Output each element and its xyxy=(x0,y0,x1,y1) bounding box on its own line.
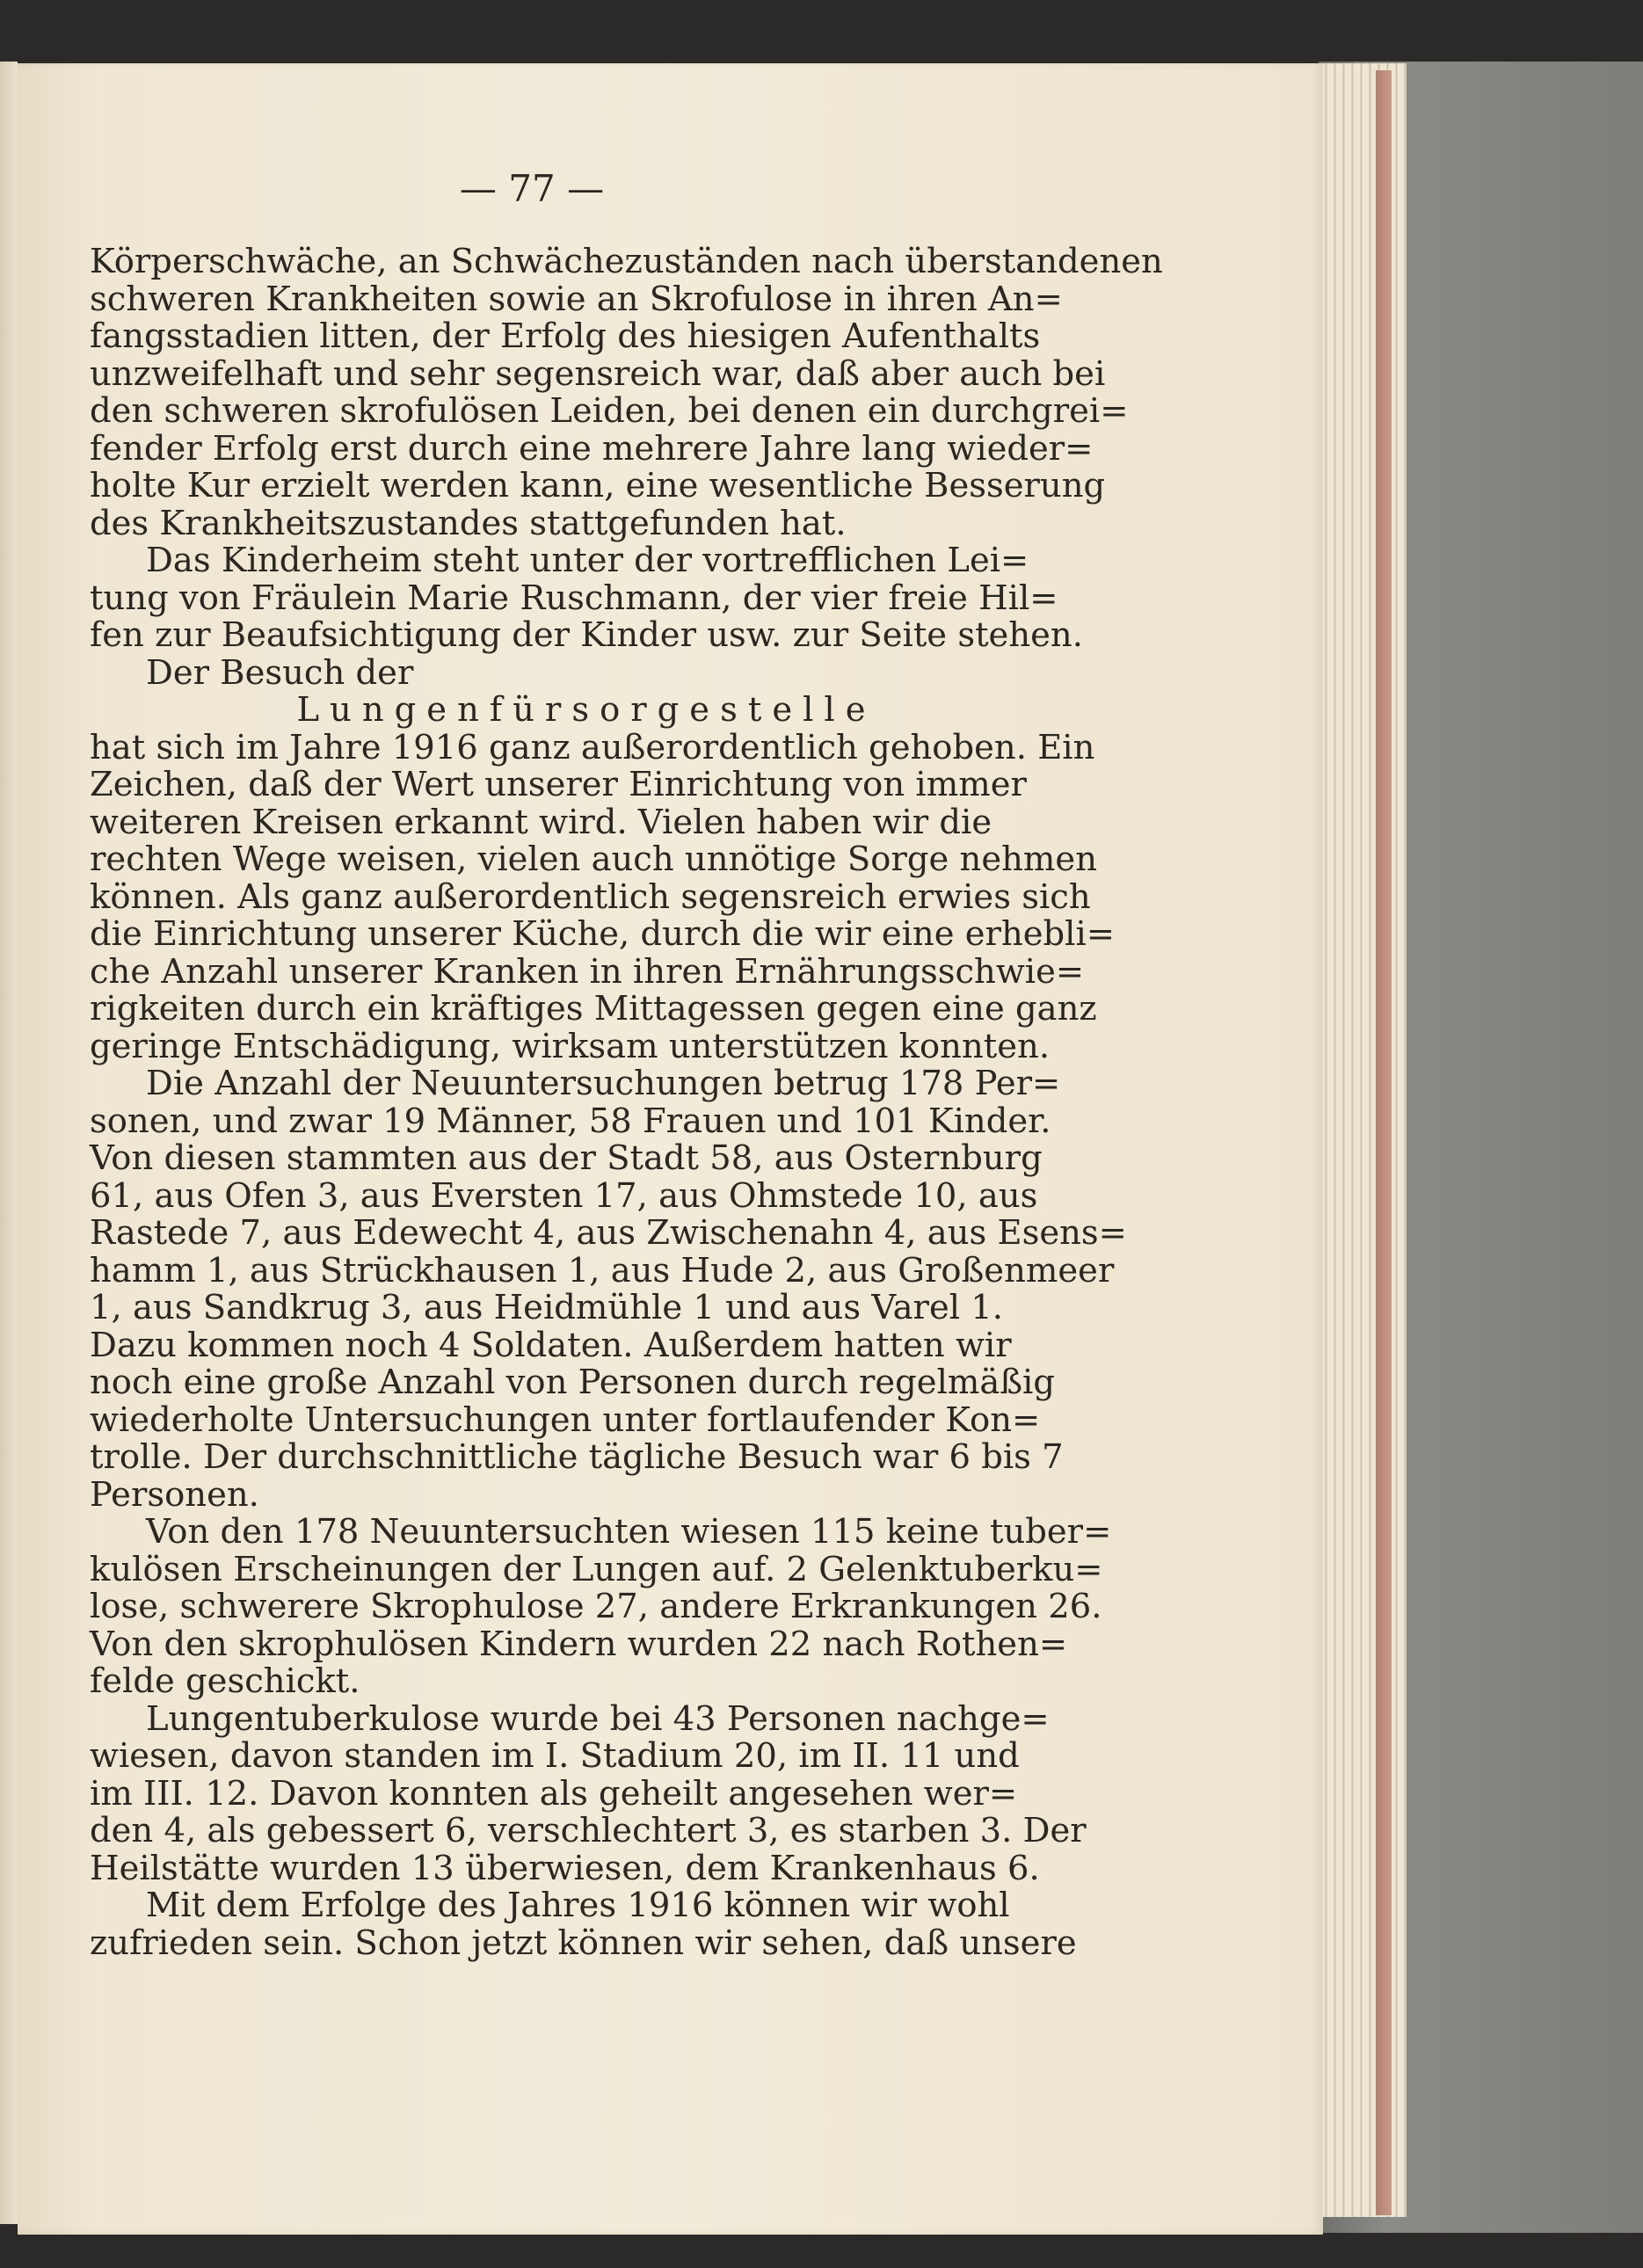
text-line: fangsstadien litten, der Erfolg des hiesigen Aufenthalts xyxy=(90,316,1041,356)
text-line: unzweifelhaft und sehr segensreich war, daß aber auch bei xyxy=(90,353,1106,394)
text-line: im III. 12. Davon konnten als geheilt angesehen wer= xyxy=(90,1773,1018,1814)
text-line: Von den 178 Neuuntersuchten wiesen 115 keine tuber= xyxy=(146,1512,1112,1552)
text-line: che Anzahl unserer Kranken in ihren Ernährungsschwie= xyxy=(90,951,1085,992)
text-line: Rastede 7, aus Edewecht 4, aus Zwischenahn 4, aus Esens= xyxy=(90,1213,1127,1253)
text-line: können. Als ganz außerordentlich segensreich erwies sich xyxy=(90,876,1091,917)
text-line: kulösen Erscheinungen der Lungen auf. 2 Gelenktuberku= xyxy=(90,1549,1103,1589)
text-line: hamm 1, aus Strückhausen 1, aus Hude 2, aus Großenmeer xyxy=(90,1250,1115,1290)
text-line: rechten Wege weisen, vielen auch unnötige Sorge nehmen xyxy=(90,840,1098,879)
text-line: wiesen, davon standen im I. Stadium 20, im II. 11 und xyxy=(90,1736,1020,1776)
text-line: Die Anzahl der Neuuntersuchungen betrug 178 Per= xyxy=(146,1064,1061,1103)
text-line: trolle. Der durchschnittliche tägliche Besuch war 6 bis 7 xyxy=(90,1437,1064,1477)
text-line: Das Kinderheim steht unter der vortrefflichen Lei= xyxy=(146,541,1029,580)
text-line: 1, aus Sandkrug 3, aus Heidmühle 1 und aus Varel 1. xyxy=(90,1288,1004,1327)
text-line: zufrieden sein. Schon jetzt können wir sehen, daß unsere xyxy=(90,1923,1077,1963)
book-page xyxy=(18,63,1323,2235)
text-line: den 4, als gebessert 6, verschlechtert 3, es starben 3. Der xyxy=(90,1811,1087,1850)
text-line: 61, aus Ofen 3, aus Eversten 17, aus Ohmstede 10, aus xyxy=(90,1175,1038,1216)
text-line: holte Kur erzielt werden kann, eine wesentliche Besserung xyxy=(90,466,1106,505)
text-line: lose, schwerere Skrophulose 27, andere Erkrankungen 26. xyxy=(90,1587,1102,1626)
text-line: weiteren Kreisen erkannt wird. Vielen haben wir die xyxy=(90,802,992,842)
text-line: die Einrichtung unserer Küche, durch die wir eine erhebli= xyxy=(90,914,1116,954)
text-line: Körperschwäche, an Schwächezuständen nach überstandenen xyxy=(90,242,1163,281)
text-line: des Krankheitszustandes stattgefunden hat. xyxy=(90,503,847,543)
text-line: Der Besuch der xyxy=(146,652,414,693)
text-line: Personen. xyxy=(90,1474,259,1515)
text-line: Lungentuberkulose wurde bei 43 Personen nachge= xyxy=(146,1698,1050,1739)
text-line: Heilstätte wurden 13 überwiesen, dem Krankenhaus 6. xyxy=(90,1848,1040,1888)
text-line: hat sich im Jahre 1916 ganz außerordentlich gehoben. Ein xyxy=(90,727,1095,767)
section-heading: Lungenfürsorgestelle xyxy=(296,690,876,730)
text-line: Mit dem Erfolge des Jahres 1916 können wir wohl xyxy=(146,1886,1010,1925)
previous-page-edge xyxy=(0,62,18,2224)
text-line: tung von Fräulein Marie Ruschmann, der vier freie Hil= xyxy=(90,578,1058,618)
body-text xyxy=(90,242,1163,1963)
text-line: Zeichen, daß der Wert unserer Einrichtung von immer xyxy=(90,765,1027,804)
text-line: rigkeiten durch ein kräftiges Mittagessen gegen eine ganz xyxy=(90,989,1097,1029)
page-edges-colored xyxy=(1376,70,1392,2215)
text-line: sonen, und zwar 19 Männer, 58 Frauen und 101 Kinder. xyxy=(90,1101,1051,1141)
text-line: Dazu kommen noch 4 Soldaten. Außerdem hatten wir xyxy=(90,1325,1012,1365)
text-line: Von diesen stammten aus der Stadt 58, aus Osternburg xyxy=(90,1138,1043,1178)
text-line: Von den skrophulösen Kindern wurden 22 nach Rothen= xyxy=(90,1624,1068,1664)
text-line: fender Erfolg erst durch eine mehrere Jahre lang wieder= xyxy=(90,428,1094,469)
text-line: felde geschickt. xyxy=(90,1661,360,1701)
text-line: den schweren skrofulösen Leiden, bei denen ein durchgrei= xyxy=(90,391,1129,431)
text-line: schweren Krankheiten sowie an Skrofulose in ihren An= xyxy=(90,279,1063,319)
text-line: noch eine große Anzahl von Personen durch regelmäßig xyxy=(90,1363,1056,1402)
text-line: fen zur Beaufsichtigung der Kinder usw. zur Seite stehen. xyxy=(90,615,1083,655)
page-number: — 77 — xyxy=(459,167,605,210)
text-line: wiederholte Untersuchungen unter fortlaufender Kon= xyxy=(90,1399,1041,1440)
text-line: geringe Entschädigung, wirksam unterstützen konnten. xyxy=(90,1026,1051,1066)
page-edges xyxy=(1310,63,1407,2217)
